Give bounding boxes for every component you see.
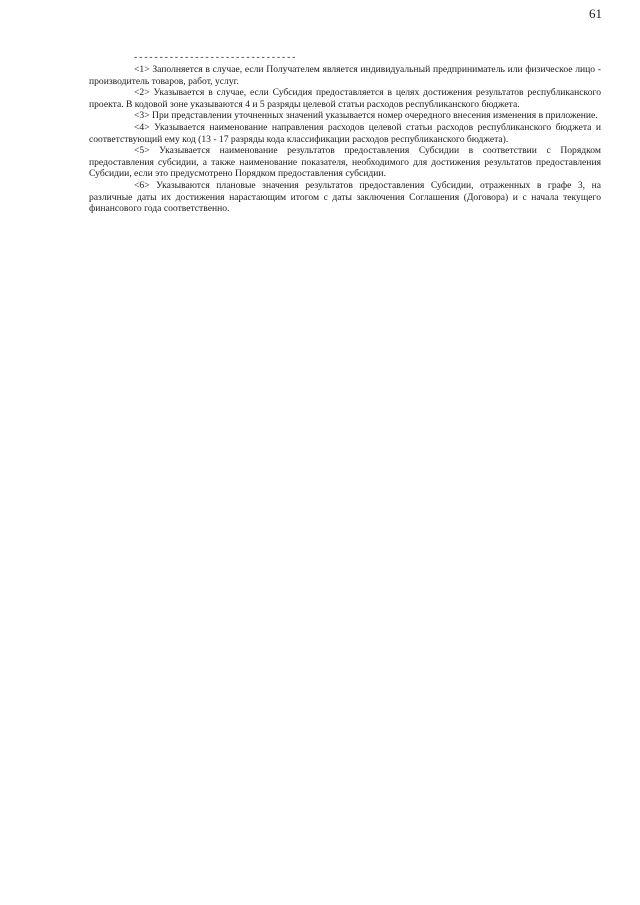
footnote-1: <1> Заполняется в случае, если Получателем является индивидуальный предприниматель или физическое лицо - производитель товаров, работ, услуг. — [89, 64, 601, 87]
footnotes-section — [89, 53, 601, 215]
footnote-2: <2> Указывается в случае, если Субсидия предоставляется в целях достижения результатов республиканского проекта. В кодовой зоне указываются 4 и 5 разряды целевой статьи расходов республиканского бюджета. — [89, 87, 601, 110]
footnote-3: <3> При представлении уточненных значений указывается номер очередного внесения изменения в приложение. — [134, 110, 598, 122]
footnote-5: <5> Указывается наименование результатов предоставления Субсидии в соответствии с Порядком предоставления субсидии, а также наименование показателя, необходимого для достижения результатов предоставления Субсидии, если это предусмотрено Порядком предоставления субсидии. — [89, 145, 601, 180]
footnote-4: <4> Указывается наименование направления расходов целевой статьи расходов республиканского бюджета и соответствующий ему код (13 - 17 разряды кода классификации расходов республиканского бюджета). — [89, 121, 601, 145]
footnote-separator: -------------------------------- — [133, 53, 297, 63]
page-number: 61 — [589, 6, 602, 21]
footnote-6: <6> Указываются плановые значения результатов предоставления Субсидии, отраженных в графе 3, на различные даты их достижения нарастающим итогом с даты заключения Соглашения (Договора) и с начала текущего финансового года соответственно. — [89, 179, 601, 215]
